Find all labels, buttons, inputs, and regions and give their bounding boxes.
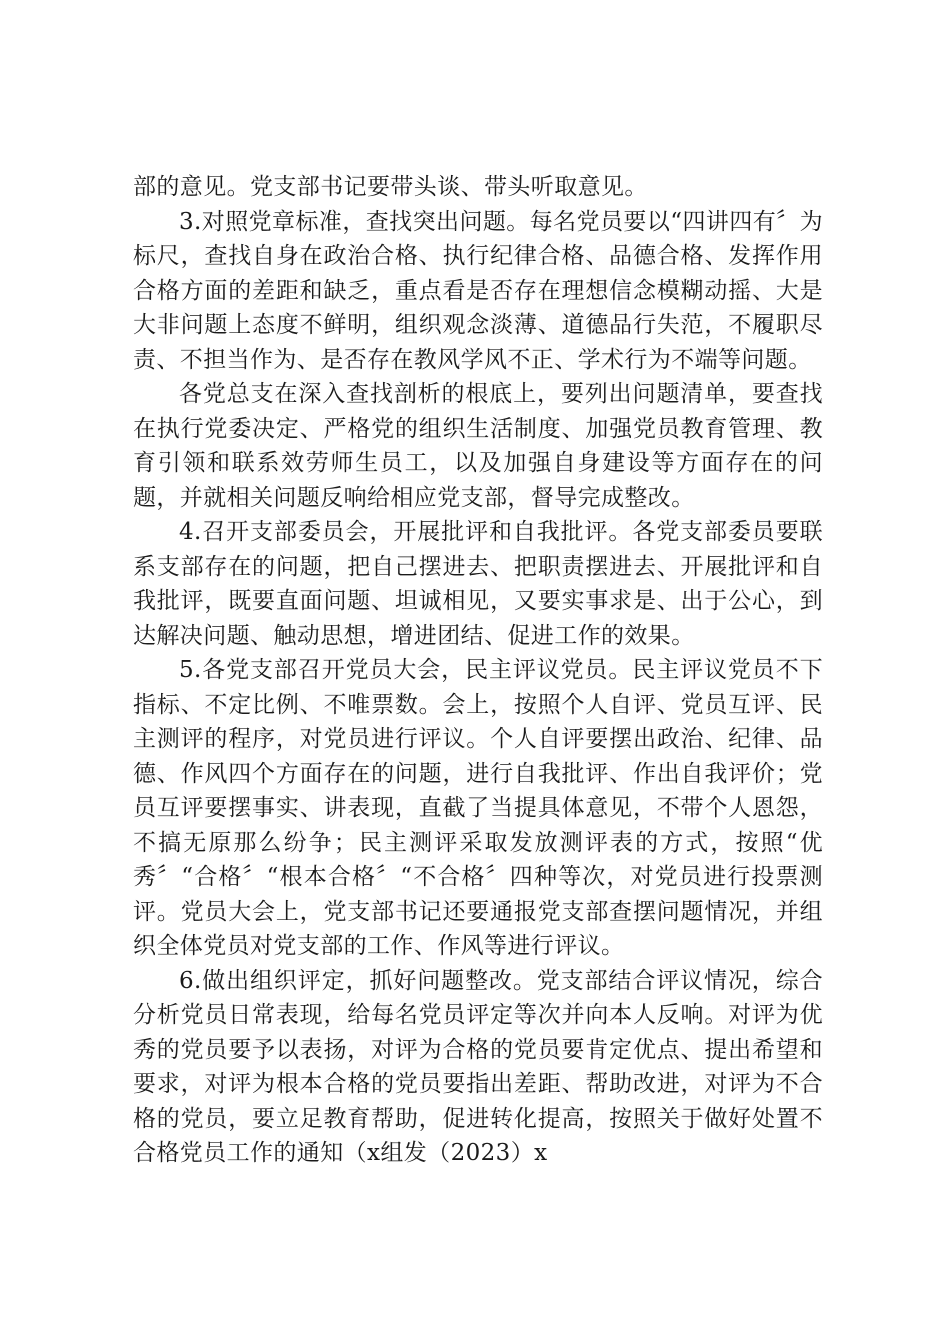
paragraph-item-3: 3.对照党章标准，查找突出问题。每名党员要以“四讲四有〞为标尺，查找自身在政治合格、执行纪律合格、品德合格、发挥作用合格方面的差距和缺乏，重点看是否存在理想信念模糊动摇、大是大非问题上态度不鲜明，组织观念淡薄、道德品行失范，不履职尽责、不担当作为、是否存在教风学风不正、学术行为不端等问题。 — [133, 208, 823, 373]
paragraph-item-5: 5.各党支部召开党员大会，民主评议党员。民主评议党员不下指标、不定比例、不唯票数。会上，按照个人自评、党员互评、民主测评的程序，对党员进行评议。个人自评要摆出政治、纪律、品德、作风四个方面存在的问题，进行自我批评、作出自我评价；党员互评要摆事实、讲表现，直截了当提具体意见，不带个人恩怨，不搞无原那么纷争；民主测评采取发放测评表的方式，按照“优秀〞“合格〞“根本合格〞“不合格〞四种等次，对党员进行投票测评。党员大会上，党支部书记还要通报党支部查摆问题情况，并组织全体党员对党支部的工作、作风等进行评议。 — [133, 657, 823, 959]
paragraph-item-6: 6.做出组织评定，抓好问题整改。党支部结合评议情况，综合分析党员日常表现，给每名党员评定等次并向本人反响。对评为优秀的党员要予以表扬，对评为合格的党员要肯定优点、提出希望和要求，对评为根本合格的党员要指出差距、帮助改进，对评为不合格的党员，要立足教育帮助，促进转化提高，按照关于做好处置不合格党员工作的通知（x组发（2023）x — [133, 967, 823, 1166]
paragraph-intro-continuation: 部的意见。党支部书记要带头谈、带头听取意见。 — [133, 174, 648, 200]
paragraph-item-4: 4.召开支部委员会，开展批评和自我批评。各党支部委员要联系支部存在的问题，把自己摆进去、把职责摆进去、开展批评和自我批评，既要直面问题、坦诚相见，又要实事求是、出于公心，到达解决问题、触动思想，增进团结、促进工作的效果。 — [133, 519, 823, 649]
paragraph-item-3-branch: 各党总支在深入查找剖析的根底上，要列出问题清单，要查找在执行党委决定、严格党的组织生活制度、加强党员教育管理、教育引领和联系效劳师生员工，以及加强自身建设等方面存在的问题，并就相关问题反响给相应党支部，督导完成整改。 — [133, 381, 823, 511]
document-page — [133, 170, 823, 1190]
